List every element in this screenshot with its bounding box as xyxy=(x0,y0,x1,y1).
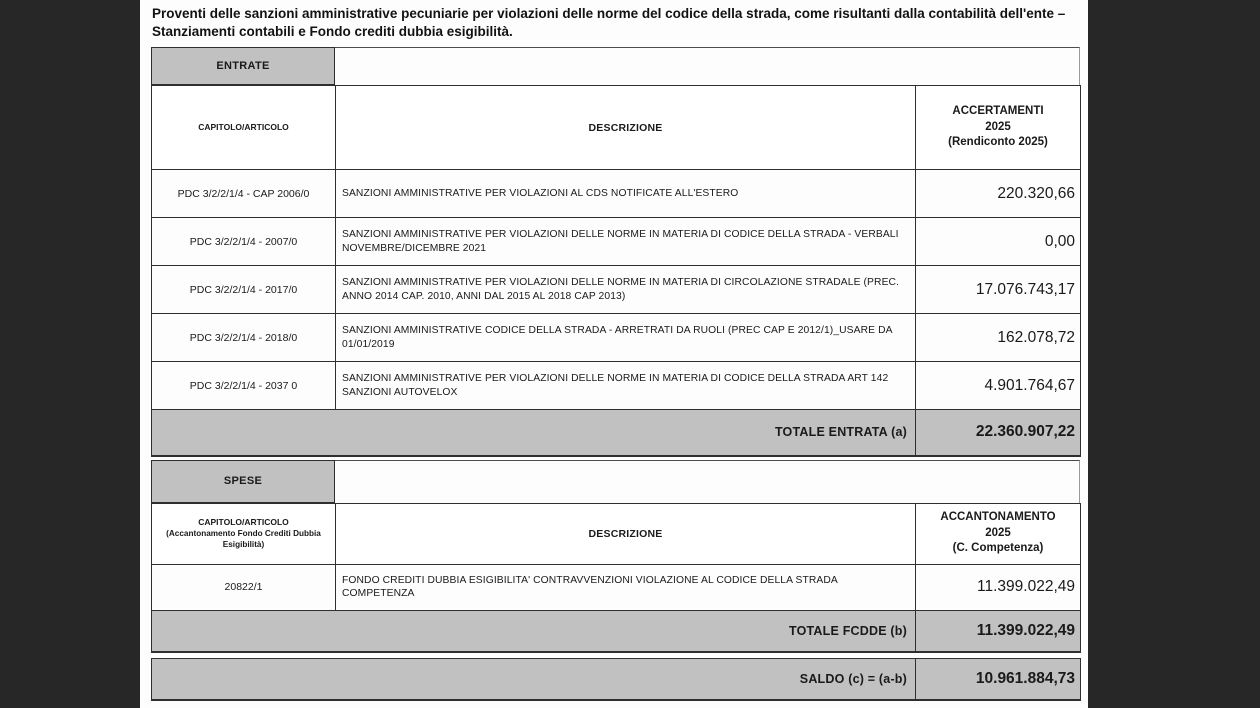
entrate-total-row xyxy=(152,410,1081,456)
spese-header-capitolo-line1: CAPITOLO/ARTICOLO xyxy=(198,517,289,527)
importo-cell: 4.901.764,67 xyxy=(916,362,1081,410)
entrate-header-importo-line3: (Rendiconto 2025) xyxy=(948,136,1048,149)
spese-header-capitolo xyxy=(152,503,336,564)
entrate-total-amount: 22.360.907,22 xyxy=(916,410,1081,456)
table-row xyxy=(152,218,1081,266)
entrate-section-label: ENTRATE xyxy=(151,47,335,85)
descrizione-cell: SANZIONI AMMINISTRATIVE PER VIOLAZIONI AL CDS NOTIFICATE ALL'ESTERO xyxy=(336,170,916,218)
spese-header-importo xyxy=(916,503,1081,564)
entrate-section-spacer xyxy=(335,47,1080,85)
table-row xyxy=(152,362,1081,410)
importo-cell: 17.076.743,17 xyxy=(916,266,1081,314)
entrate-total-label: TOTALE ENTRATA (a) xyxy=(152,410,916,456)
spese-header-importo-line3: (C. Competenza) xyxy=(952,542,1044,555)
capitolo-cell: PDC 3/2/2/1/4 - 2007/0 xyxy=(152,218,336,266)
descrizione-cell: SANZIONI AMMINISTRATIVE PER VIOLAZIONI DELLE NORME IN MATERIA DI CODICE DELLA STRADA - VERBALI NOVEMBRE/DICEMBRE 2021 xyxy=(336,218,916,266)
entrate-header-capitolo: CAPITOLO/ARTICOLO xyxy=(152,86,336,170)
entrate-table xyxy=(151,85,1081,457)
table-row xyxy=(152,564,1081,610)
right-letterbox-bar xyxy=(1088,0,1260,708)
spese-total-label: TOTALE FCDDE (b) xyxy=(152,610,916,652)
entrate-header-importo-line1: ACCERTAMENTI xyxy=(952,105,1044,118)
descrizione-cell: SANZIONI AMMINISTRATIVE CODICE DELLA STRADA - ARRETRATI DA RUOLI (PREC CAP E 2012/1)_USARE DA 01/01/2019 xyxy=(336,314,916,362)
spese-header-capitolo-line2: (Accantonamento Fondo Crediti Dubbia Esigibilità) xyxy=(166,529,321,549)
spese-section-spacer xyxy=(335,460,1080,503)
spese-total-row xyxy=(152,610,1081,652)
capitolo-cell: PDC 3/2/2/1/4 - 2018/0 xyxy=(152,314,336,362)
importo-cell: 11.399.022,49 xyxy=(916,564,1081,610)
table-row xyxy=(152,170,1081,218)
descrizione-cell: SANZIONI AMMINISTRATIVE PER VIOLAZIONI DELLE NORME IN MATERIA DI CODICE DELLA STRADA ART 142 SANZIONI AUTOVELOX xyxy=(336,362,916,410)
spese-section-label: SPESE xyxy=(151,460,335,503)
spese-header-importo-line2: 2025 xyxy=(985,526,1011,539)
saldo-row xyxy=(152,659,1081,700)
descrizione-cell: FONDO CREDITI DUBBIA ESIGIBILITA' CONTRAVVENZIONI VIOLAZIONE AL CODICE DELLA STRADA COMPETENZA xyxy=(336,564,916,610)
table-row xyxy=(152,314,1081,362)
spese-total-amount: 11.399.022,49 xyxy=(916,610,1081,652)
importo-cell: 0,00 xyxy=(916,218,1081,266)
importo-cell: 220.320,66 xyxy=(916,170,1081,218)
table-row xyxy=(152,266,1081,314)
capitolo-cell: 20822/1 xyxy=(152,564,336,610)
entrate-header-descrizione: DESCRIZIONE xyxy=(336,86,916,170)
document-title: Proventi delle sanzioni amministrative pecuniarie per violazioni delle norme del codice della strada, come risultanti dalla contabilità dell'ente – Stanziamenti contabili e Fondo crediti dubbia esigibilità. xyxy=(152,6,1066,39)
saldo-table xyxy=(151,658,1081,701)
entrate-header-importo xyxy=(916,86,1081,170)
descrizione-cell: SANZIONI AMMINISTRATIVE PER VIOLAZIONI DELLE NORME IN MATERIA DI CIRCOLAZIONE STRADALE (PREC. ANNO 2014 CAP. 2010, ANNI DAL 2015 AL 2018 CAP 2013) xyxy=(336,266,916,314)
entrate-header-row xyxy=(152,86,1081,170)
capitolo-cell: PDC 3/2/2/1/4 - 2037 0 xyxy=(152,362,336,410)
saldo-amount: 10.961.884,73 xyxy=(916,659,1081,700)
capitolo-cell: PDC 3/2/2/1/4 - 2017/0 xyxy=(152,266,336,314)
spese-header-row xyxy=(152,503,1081,564)
spese-table xyxy=(151,503,1081,654)
entrate-section-row xyxy=(151,47,1080,85)
spese-section-row xyxy=(151,460,1080,503)
saldo-label: SALDO (c) = (a-b) xyxy=(152,659,916,700)
importo-cell: 162.078,72 xyxy=(916,314,1081,362)
spese-header-descrizione: DESCRIZIONE xyxy=(336,503,916,564)
spese-header-importo-line1: ACCANTONAMENTO xyxy=(940,511,1056,524)
capitolo-cell: PDC 3/2/2/1/4 - CAP 2006/0 xyxy=(152,170,336,218)
left-letterbox-bar xyxy=(0,0,140,708)
document-content xyxy=(151,0,1080,701)
entrate-header-importo-line2: 2025 xyxy=(985,120,1011,133)
document-page xyxy=(140,0,1088,708)
